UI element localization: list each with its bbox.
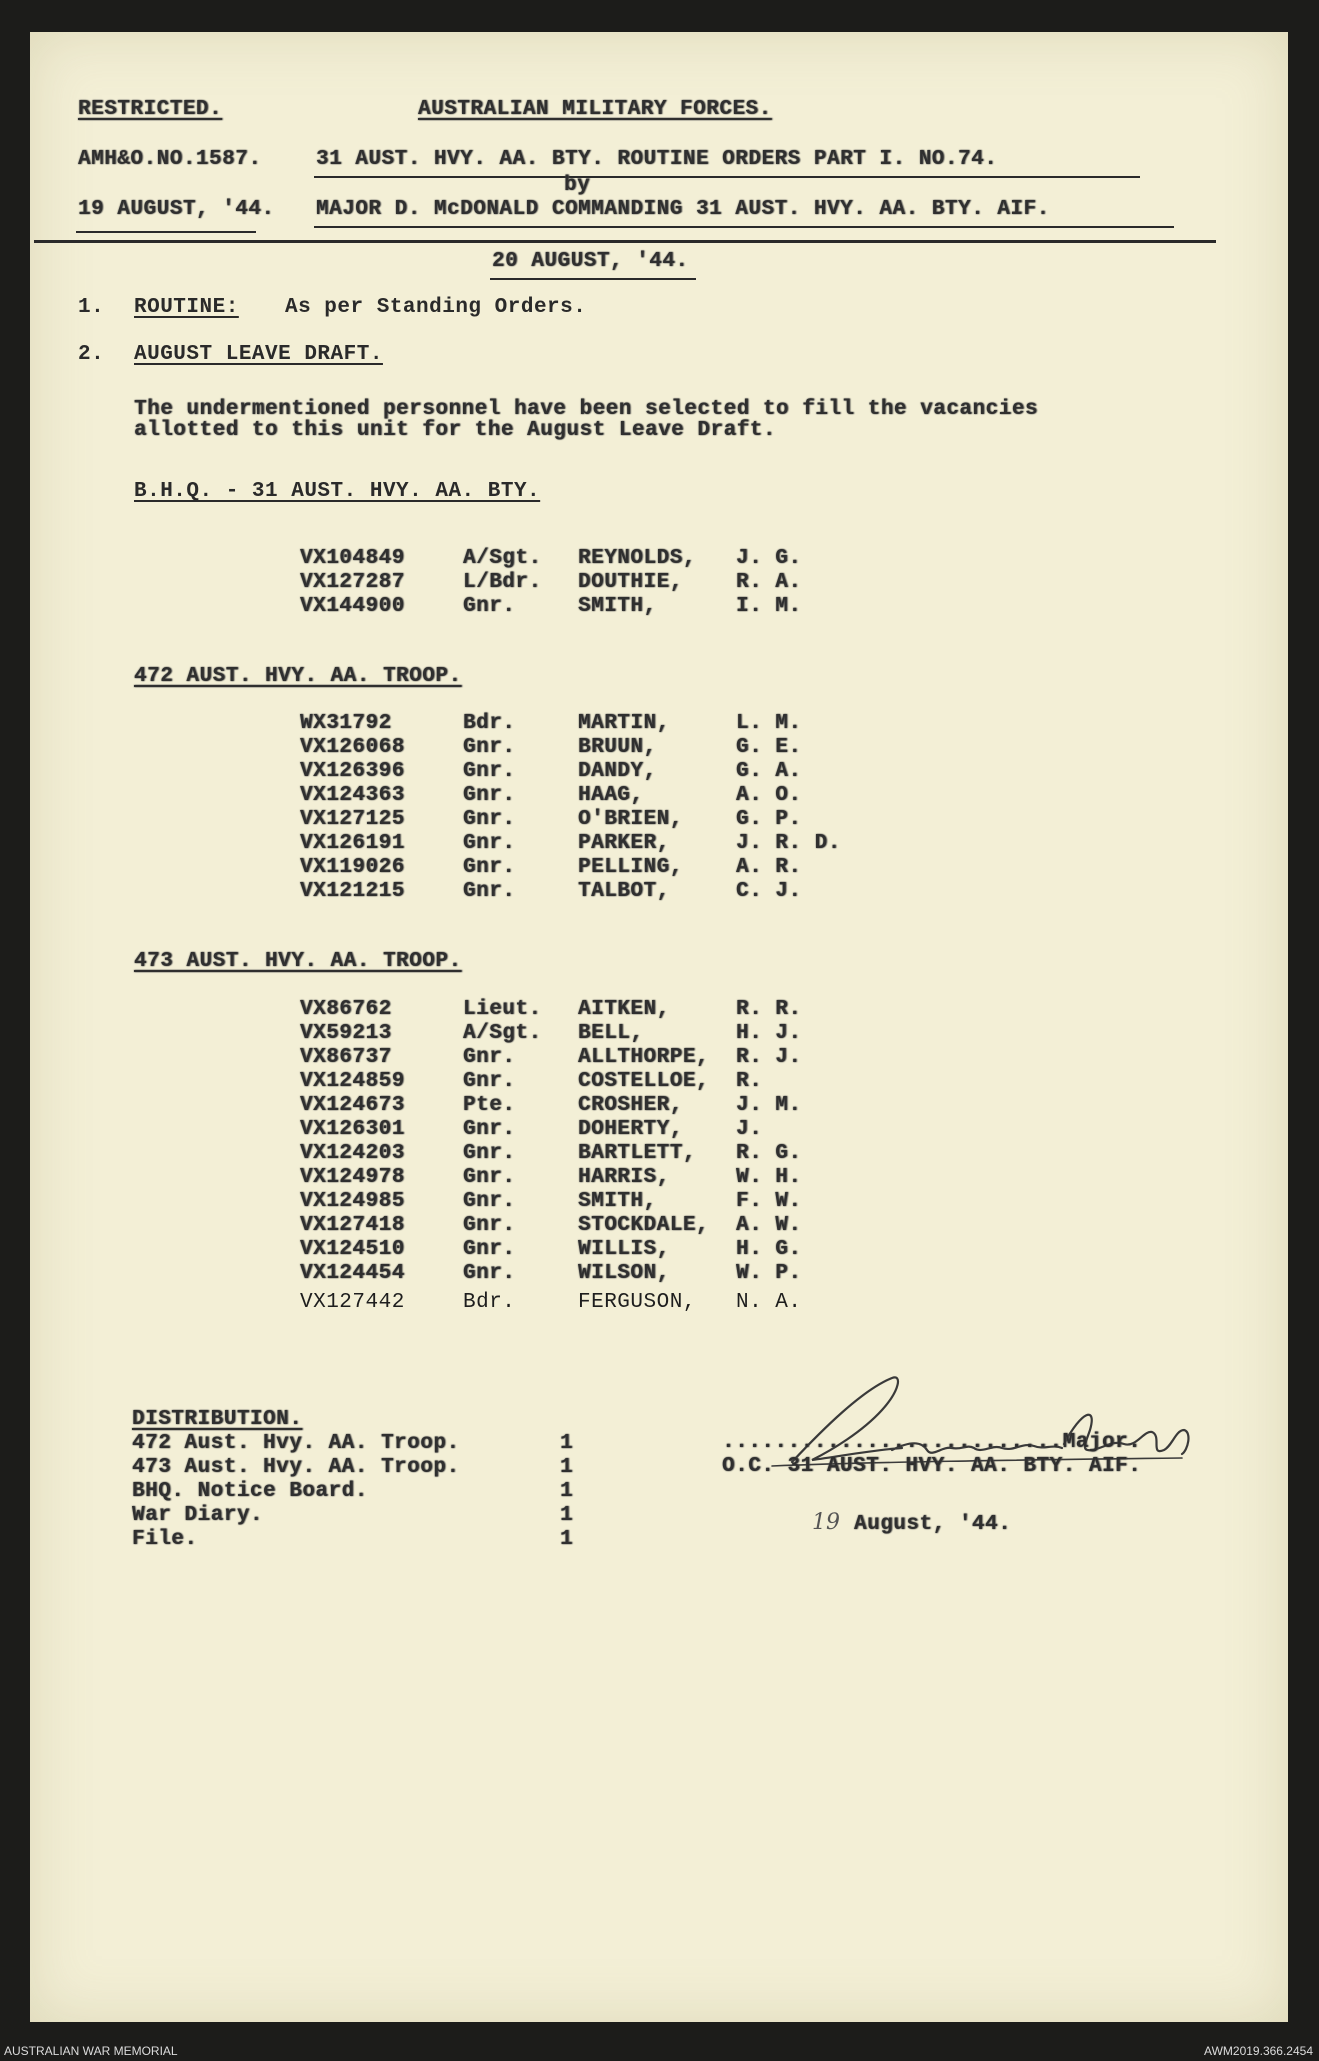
item-1-text: As per Standing Orders. [285, 296, 587, 319]
date-left: 19 AUGUST, '44. [78, 198, 275, 221]
surname: WILSON, [578, 1262, 670, 1285]
surname: WILLIS, [578, 1238, 670, 1261]
rank: Gnr. [463, 736, 516, 759]
initials: R. A. [736, 571, 802, 594]
service-number: VX124203 [300, 1142, 405, 1165]
service-number: VX126068 [300, 736, 405, 759]
surname: REYNOLDS, [578, 547, 696, 570]
surname: BELL, [578, 1022, 644, 1045]
table-row [300, 1214, 802, 1238]
forces-title: AUSTRALIAN MILITARY FORCES. [418, 98, 772, 121]
list-item [132, 1456, 592, 1480]
service-number: VX126191 [300, 832, 405, 855]
initials: W. P. [736, 1262, 802, 1285]
surname: ALLTHORPE, [578, 1046, 710, 1069]
table-row [300, 1022, 802, 1046]
item-2-text-line-2: allotted to this unit for the August Leave Draft. [134, 419, 777, 442]
service-number: VX119026 [300, 856, 405, 879]
rank: Gnr. [463, 1142, 516, 1165]
rank: Gnr. [463, 760, 516, 783]
orders-title: 31 AUST. HVY. AA. BTY. ROUTINE ORDERS PART I. NO.74. [316, 148, 998, 171]
surname: PARKER, [578, 832, 670, 855]
rank: L/Bdr. [463, 571, 542, 594]
order-date: 20 AUGUST, '44. [492, 250, 689, 273]
service-number: WX31792 [300, 712, 392, 735]
handwritten-date-day: 19 [812, 1510, 840, 1535]
initials: A. W. [736, 1214, 802, 1237]
list-item [132, 1528, 592, 1552]
table-row [300, 856, 802, 880]
distribution-label: BHQ. Notice Board. [132, 1480, 368, 1503]
service-number: VX124859 [300, 1070, 405, 1093]
rank: Gnr. [463, 595, 516, 618]
header-divider [34, 240, 1216, 243]
table-row [300, 1046, 802, 1070]
commanding-line: MAJOR D. McDONALD COMMANDING 31 AUST. HVY. AA. BTY. AIF. [316, 198, 1050, 221]
rank: Gnr. [463, 1238, 516, 1261]
table-row [300, 1166, 802, 1190]
distribution-count: 1 [560, 1432, 574, 1455]
initials: C. J. [736, 880, 802, 903]
rank: Gnr. [463, 1190, 516, 1213]
initials: R. G. [736, 1142, 802, 1165]
table-row [300, 1291, 802, 1315]
surname: COSTELLOE, [578, 1070, 710, 1093]
table-row [300, 1262, 802, 1286]
section-heading-bhq: B.H.Q. - 31 AUST. HVY. AA. BTY. [134, 480, 541, 503]
initials: G. P. [736, 808, 802, 831]
service-number: VX59213 [300, 1022, 392, 1045]
surname: SMITH, [578, 595, 657, 618]
distribution-count: 1 [560, 1504, 574, 1527]
surname: DOHERTY, [578, 1118, 683, 1141]
rank: Gnr. [463, 1046, 516, 1069]
table-row [300, 712, 802, 736]
distribution-heading: DISTRIBUTION. [132, 1408, 303, 1431]
surname: CROSHER, [578, 1094, 683, 1117]
table-row [300, 595, 802, 619]
service-number: VX124978 [300, 1166, 405, 1189]
table-row [300, 760, 802, 784]
table-row [300, 547, 802, 571]
rank: Gnr. [463, 1118, 516, 1141]
rank: Gnr. [463, 1262, 516, 1285]
initials: H. G. [736, 1238, 802, 1261]
document-page [30, 32, 1288, 2022]
service-number: VX121215 [300, 880, 405, 903]
section-heading-472: 472 AUST. HVY. AA. TROOP. [134, 665, 462, 688]
list-item [132, 1504, 592, 1528]
footer-right: AWM2019.366.2454 [1204, 2044, 1313, 2058]
surname: HAAG, [578, 784, 644, 807]
initials: L. M. [736, 712, 802, 735]
initials: I. M. [736, 595, 802, 618]
service-number: VX86737 [300, 1046, 392, 1069]
surname: AITKEN, [578, 998, 670, 1021]
surname: STOCKDALE, [578, 1214, 710, 1237]
initials: G. A. [736, 760, 802, 783]
initials: G. E. [736, 736, 802, 759]
service-number: VX126301 [300, 1118, 405, 1141]
service-number: VX124363 [300, 784, 405, 807]
item-2-title: AUGUST LEAVE DRAFT. [134, 343, 383, 366]
initials: R. J. [736, 1046, 802, 1069]
distribution-count: 1 [560, 1480, 574, 1503]
service-number: VX104849 [300, 547, 405, 570]
surname: DOUTHIE, [578, 571, 683, 594]
service-number: VX124985 [300, 1190, 405, 1213]
initials: J. R. D. [736, 832, 841, 855]
initials: N. A. [736, 1291, 802, 1314]
service-number: VX124454 [300, 1262, 405, 1285]
surname: BRUUN, [578, 736, 657, 759]
table-row [300, 998, 802, 1022]
surname: HARRIS, [578, 1166, 670, 1189]
surname: O'BRIEN, [578, 808, 683, 831]
initials: W. H. [736, 1166, 802, 1189]
table-row [300, 736, 802, 760]
service-number: VX86762 [300, 998, 392, 1021]
service-number: VX124673 [300, 1094, 405, 1117]
item-1-number: 1. [78, 296, 105, 319]
service-number: VX127418 [300, 1214, 405, 1237]
rank: Gnr. [463, 1166, 516, 1189]
rank: Gnr. [463, 808, 516, 831]
rank: Bdr. [463, 1291, 516, 1314]
by-label: by [564, 174, 591, 197]
table-row [300, 880, 802, 904]
table-row [300, 1142, 802, 1166]
service-number: VX127287 [300, 571, 405, 594]
surname: TALBOT, [578, 880, 670, 903]
service-number: VX127442 [300, 1291, 405, 1314]
section-heading-473: 473 AUST. HVY. AA. TROOP. [134, 950, 462, 973]
initials: A. R. [736, 856, 802, 879]
service-number: VX127125 [300, 808, 405, 831]
table-row [300, 808, 802, 832]
item-2-text-line-1: The undermentioned personnel have been selected to fill the vacancies [134, 398, 1039, 421]
table-row [300, 571, 802, 595]
distribution-label: 472 Aust. Hvy. AA. Troop. [132, 1432, 460, 1455]
initials: J. M. [736, 1094, 802, 1117]
rank: Lieut. [463, 998, 542, 1021]
item-1-title: ROUTINE: [134, 296, 239, 319]
signature-date: August, '44. [854, 1513, 1012, 1536]
rank: Gnr. [463, 880, 516, 903]
rank: Gnr. [463, 1070, 516, 1093]
list-item [132, 1480, 592, 1504]
footer-left: AUSTRALIAN WAR MEMORIAL [4, 2044, 178, 2058]
item-2-number: 2. [78, 343, 105, 366]
table-row [300, 832, 841, 856]
initials: A. O. [736, 784, 802, 807]
initials: J. G. [736, 547, 802, 570]
signature-rank-line: ..........................Major. [722, 1431, 1142, 1454]
service-number: VX124510 [300, 1238, 405, 1261]
rank: Bdr. [463, 712, 516, 735]
surname: BARTLETT, [578, 1142, 696, 1165]
table-row [300, 1094, 802, 1118]
surname: MARTIN, [578, 712, 670, 735]
orders-title-rule [314, 176, 1140, 178]
initials: R. R. [736, 998, 802, 1021]
distribution-label: 473 Aust. Hvy. AA. Troop. [132, 1456, 460, 1479]
order-date-rule [490, 278, 696, 280]
table-row [300, 1238, 802, 1262]
rank: A/Sgt. [463, 547, 542, 570]
service-number: VX144900 [300, 595, 405, 618]
rank: Gnr. [463, 784, 516, 807]
surname: DANDY, [578, 760, 657, 783]
service-number: VX126396 [300, 760, 405, 783]
table-row [300, 784, 802, 808]
distribution-count: 1 [560, 1528, 574, 1551]
surname: FERGUSON, [578, 1291, 696, 1314]
distribution-label: War Diary. [132, 1504, 264, 1527]
restricted-label: RESTRICTED. [78, 98, 223, 121]
rank: Gnr. [463, 1214, 516, 1237]
table-row [300, 1118, 763, 1142]
surname: PELLING, [578, 856, 683, 879]
initials: J. [736, 1118, 763, 1141]
rank: A/Sgt. [463, 1022, 542, 1045]
table-row [300, 1070, 763, 1094]
initials: R. [736, 1070, 763, 1093]
commanding-rule [314, 226, 1174, 228]
distribution-count: 1 [560, 1456, 574, 1479]
initials: F. W. [736, 1190, 802, 1213]
list-item [132, 1432, 592, 1456]
date-left-rule [76, 231, 256, 233]
initials: H. J. [736, 1022, 802, 1045]
reference-number: AMH&O.NO.1587. [78, 148, 262, 171]
oc-line: O.C. 31 AUST. HVY. AA. BTY. AIF. [722, 1455, 1142, 1478]
rank: Gnr. [463, 856, 516, 879]
distribution-label: File. [132, 1528, 198, 1551]
rank: Pte. [463, 1094, 516, 1117]
surname: SMITH, [578, 1190, 657, 1213]
table-row [300, 1190, 802, 1214]
rank: Gnr. [463, 832, 516, 855]
